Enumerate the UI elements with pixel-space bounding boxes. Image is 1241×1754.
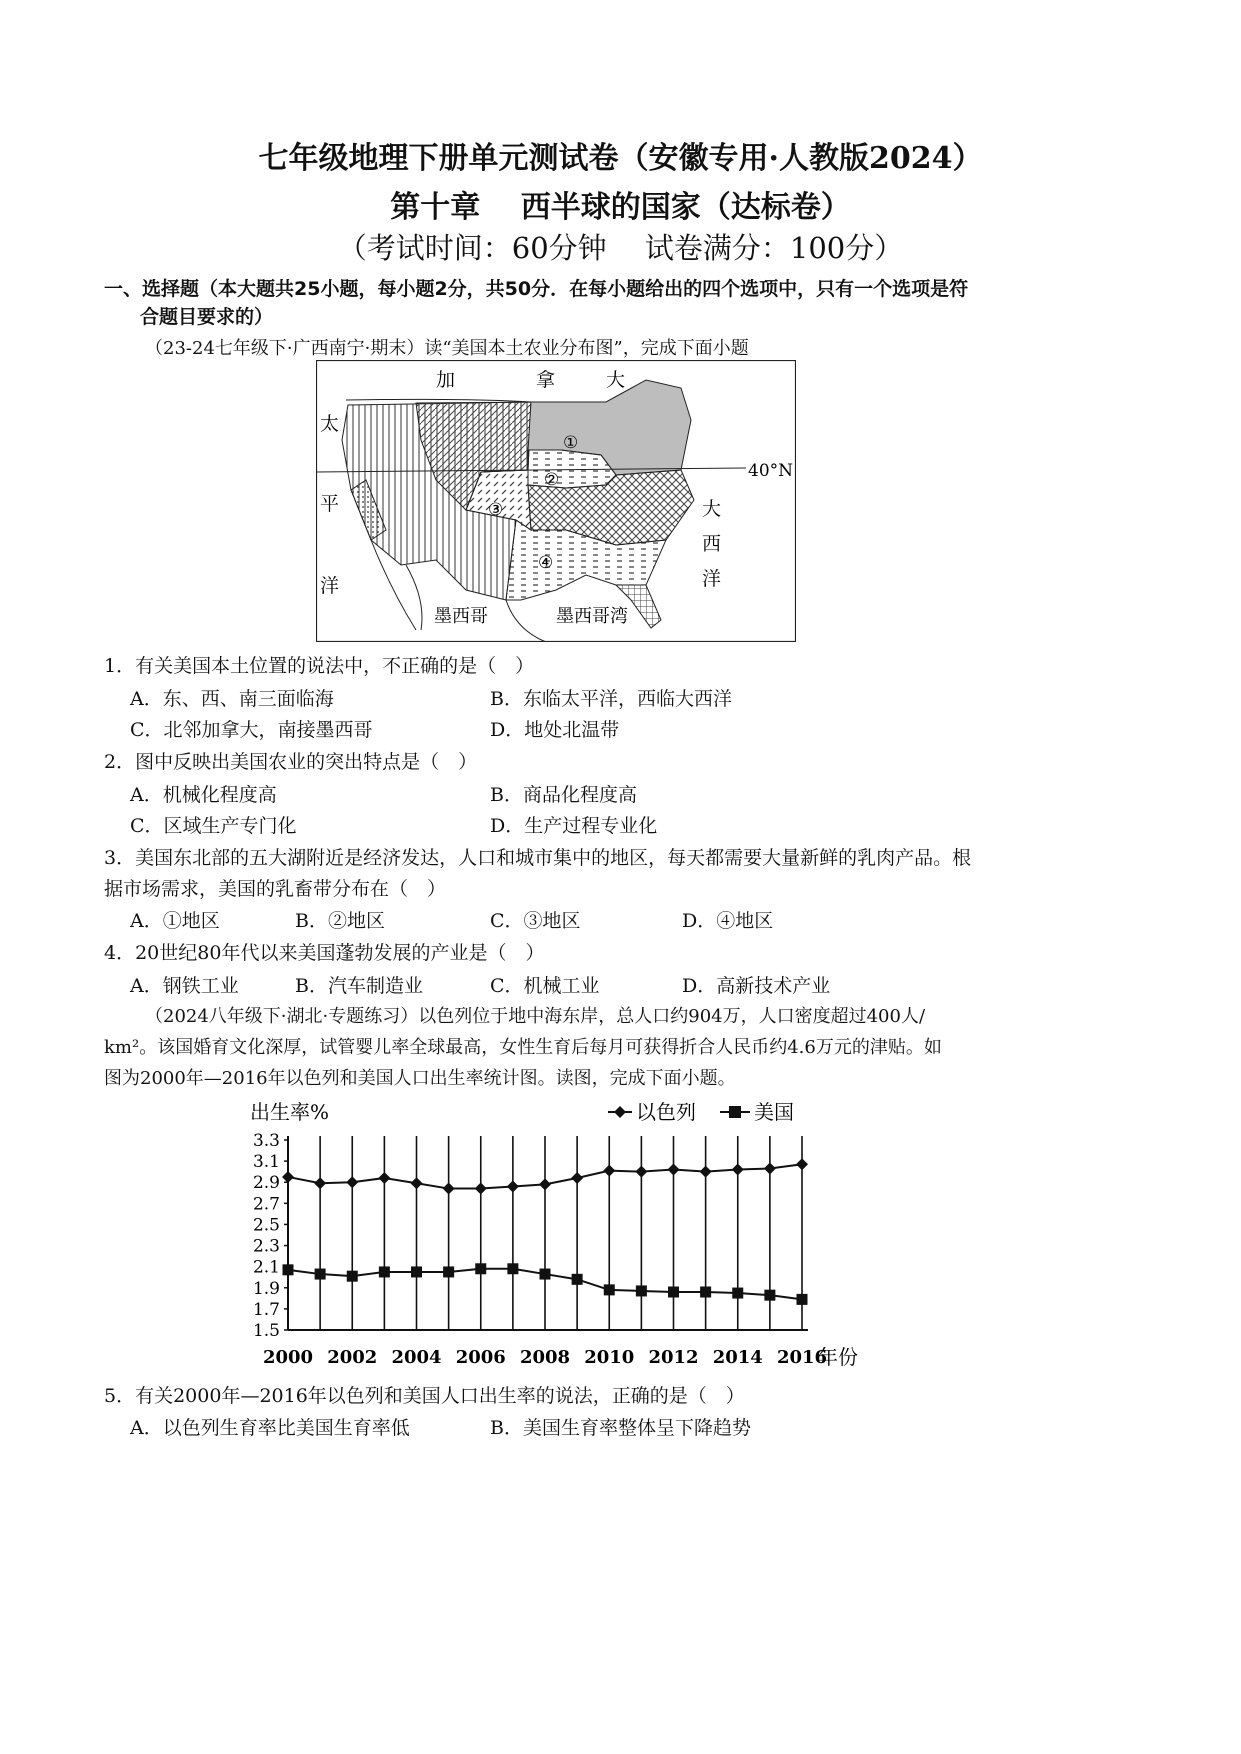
point-usa — [732, 1288, 743, 1299]
question-1-option-b[interactable]: B．东临太平洋，西临大西洋 — [490, 688, 732, 710]
point-usa — [764, 1290, 775, 1301]
point-israel — [700, 1166, 712, 1178]
point-israel — [314, 1177, 326, 1189]
point-israel — [603, 1165, 615, 1177]
chart-y-tick-label: 2.9 — [252, 1173, 280, 1194]
point-usa — [572, 1274, 583, 1285]
chart-y-tick-label: 1.5 — [252, 1321, 280, 1341]
point-usa — [540, 1269, 551, 1280]
question-4-option-c[interactable]: C．机械工业 — [490, 975, 600, 997]
chart-x-tick-label: 2004 — [391, 1347, 442, 1368]
chart-y-tick-label: 3.3 — [252, 1131, 280, 1151]
map-label-canada-1: 加 — [436, 369, 456, 391]
point-usa — [507, 1263, 518, 1274]
map-label-canada-2: 拿 — [536, 369, 556, 391]
point-israel — [668, 1164, 680, 1176]
point-israel — [475, 1183, 487, 1195]
question-3-option-c[interactable]: C．③地区 — [490, 910, 581, 932]
point-usa — [347, 1271, 358, 1282]
point-usa — [315, 1269, 326, 1280]
point-israel — [796, 1158, 808, 1170]
map-label-pacific-2: 平 — [320, 493, 340, 515]
question-2-option-b[interactable]: B．商品化程度高 — [490, 784, 637, 806]
point-israel — [571, 1172, 583, 1184]
question-2-option-a[interactable]: A．机械化程度高 — [130, 784, 277, 806]
map-region-3: ③ — [488, 500, 504, 520]
map-label-pacific-1: 太 — [320, 413, 340, 435]
question-2-option-c[interactable]: C．区域生产专门化 — [130, 815, 297, 837]
chart-y-tick-label: 2.3 — [252, 1236, 280, 1257]
point-usa — [475, 1263, 486, 1274]
chart-x-tick-label: 2012 — [648, 1347, 699, 1368]
section-heading-line1: 一、选择题（本大题共25小题，每小题2分，共50分．在每小题给出的四个选项中，只有一个选项是符 — [104, 278, 969, 300]
exam-info: （考试时间：60分钟 试卷满分：100分） — [337, 231, 904, 265]
question-3-stem-line1: 3．美国东北部的五大湖附近是经济发达，人口和城市集中的地区，每天都需要大量新鲜的乳肉产品。根 — [104, 847, 972, 869]
legend-usa-label: 美国 — [754, 1100, 794, 1124]
legend-israel-label: 以色列 — [636, 1100, 696, 1124]
point-usa — [379, 1266, 390, 1277]
map-label-pacific-3: 洋 — [320, 575, 340, 597]
point-israel — [764, 1163, 776, 1175]
question-4-option-a[interactable]: A．钢铁工业 — [130, 975, 239, 997]
point-israel — [732, 1164, 744, 1176]
question-3-option-b[interactable]: B．②地区 — [295, 910, 385, 932]
intro-2-line1: （2024八年级下·湖北·专题练习）以色列位于地中海东岸，总人口约904万，人口密度超过400人/ — [145, 1006, 926, 1027]
point-usa — [636, 1285, 647, 1296]
point-israel — [378, 1172, 390, 1184]
chart-y-tick-label: 3.1 — [252, 1152, 280, 1173]
chart-y-tick-label: 1.7 — [252, 1299, 280, 1320]
chart-x-tick-label: 2002 — [327, 1347, 378, 1368]
question-3-option-d[interactable]: D．④地区 — [682, 910, 774, 932]
point-usa — [700, 1287, 711, 1298]
chart-x-tick-label: 2006 — [455, 1347, 506, 1368]
question-5-stem: 5．有关2000年—2016年以色列和美国人口出生率的说法，正确的是（ ） — [104, 1385, 745, 1407]
question-5-option-a[interactable]: A．以色列生育率比美国生育率低 — [130, 1417, 410, 1439]
map-region-2: ② — [544, 470, 560, 490]
point-usa — [797, 1294, 808, 1305]
point-israel — [635, 1166, 647, 1178]
chart-x-tick-label: 2008 — [519, 1347, 571, 1368]
exam-title: 七年级地理下册单元测试卷（安徽专用·人教版2024） — [258, 141, 983, 176]
chart-x-tick-label: 2010 — [584, 1347, 635, 1368]
point-usa — [283, 1264, 294, 1275]
map-region-1: ① — [563, 433, 579, 453]
point-usa — [668, 1287, 679, 1298]
chart-x-tick-label: 2016 — [776, 1347, 828, 1368]
map-region-4: ④ — [538, 553, 554, 573]
chart-x-tick-label: 2000 — [262, 1347, 314, 1368]
point-israel — [411, 1177, 423, 1189]
point-usa — [443, 1266, 454, 1277]
us-agriculture-map — [316, 360, 796, 642]
chart-x-tick-label: 2014 — [712, 1347, 763, 1368]
question-3-option-a[interactable]: A．①地区 — [130, 910, 220, 932]
intro-2-line3: 图为2000年—2016年以色列和美国人口出生率统计图。读图，完成下面小题。 — [104, 1068, 736, 1089]
intro-2-line2: km²。该国婚育文化深厚，试管婴儿率全球最高，女性生育后每月可获得折合人民币约4.6万元的津贴。如 — [104, 1037, 942, 1058]
point-israel — [443, 1183, 455, 1195]
question-4-stem: 4．20世纪80年代以来美国蓬勃发展的产业是（ ） — [104, 942, 545, 964]
chart-ylabel: 出生率% — [250, 1100, 330, 1124]
question-1-option-a[interactable]: A．东、西、南三面临海 — [130, 688, 334, 710]
question-2-stem: 2．图中反映出美国农业的突出特点是（ ） — [104, 751, 478, 773]
point-israel — [507, 1180, 519, 1192]
section-heading-line2: 合题目要求的） — [140, 306, 274, 328]
question-5-option-b[interactable]: B．美国生育率整体呈下降趋势 — [490, 1417, 751, 1439]
question-4-option-b[interactable]: B．汽车制造业 — [295, 975, 423, 997]
map-label-latitude: 40°N — [748, 461, 794, 481]
question-1-option-c[interactable]: C．北邻加拿大，南接墨西哥 — [130, 719, 373, 741]
map-label-atlantic-1: 大 — [702, 498, 722, 520]
birth-rate-chart — [240, 1095, 870, 1375]
chapter-title: 第十章 西半球的国家（达标卷） — [390, 190, 851, 225]
map-label-gulf: 墨西哥湾 — [556, 606, 628, 627]
point-israel — [539, 1178, 551, 1190]
legend-israel-marker — [614, 1106, 626, 1118]
point-israel — [346, 1176, 358, 1188]
question-3-stem-line2: 据市场需求，美国的乳畜带分布在（ ） — [104, 878, 447, 900]
chart-y-tick-label: 1.9 — [252, 1278, 280, 1299]
map-label-canada-3: 大 — [606, 369, 626, 391]
point-israel — [282, 1171, 294, 1183]
chart-y-tick-label: 2.1 — [252, 1257, 280, 1278]
point-usa — [411, 1266, 422, 1277]
question-4-option-d[interactable]: D．高新技术产业 — [682, 975, 831, 997]
question-1-stem: 1．有关美国本土位置的说法中，不正确的是（ ） — [104, 655, 535, 677]
map-label-atlantic-3: 洋 — [702, 568, 722, 590]
point-usa — [604, 1284, 615, 1295]
chart-legend — [608, 1100, 794, 1124]
chart-xlabel: 年份 — [818, 1345, 858, 1369]
map-label-atlantic-2: 西 — [702, 533, 722, 555]
legend-usa-marker — [729, 1106, 741, 1118]
chart-y-tick-label: 2.5 — [252, 1215, 280, 1236]
question-2-option-d[interactable]: D．生产过程专业化 — [490, 815, 658, 837]
map-label-mexico: 墨西哥 — [434, 606, 488, 627]
question-1-option-d[interactable]: D．地处北温带 — [490, 719, 620, 741]
chart-y-tick-label: 2.7 — [252, 1194, 280, 1215]
intro-1: （23-24七年级下·广西南宁·期末）读“美国本土农业分布图”，完成下面小题 — [145, 338, 749, 359]
